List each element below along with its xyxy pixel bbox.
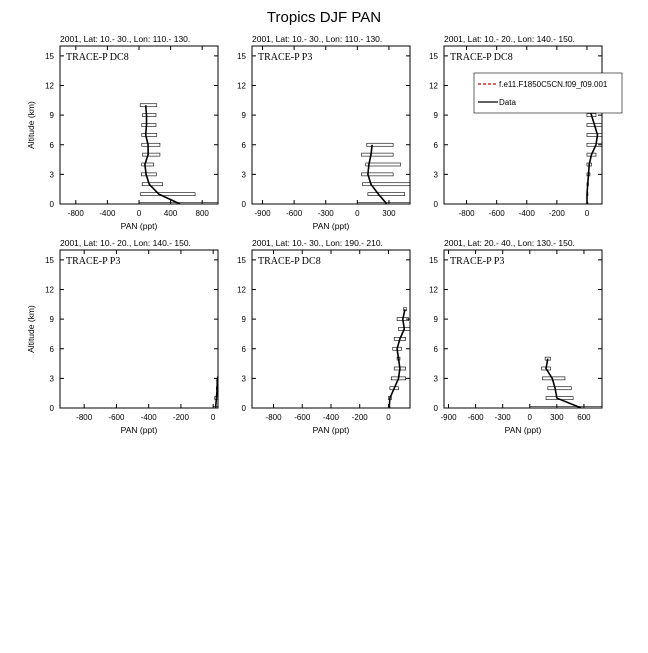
y-axis-label: Altitude (km): [26, 101, 36, 149]
error-bar: [142, 124, 156, 127]
x-tick-label: 400: [163, 209, 178, 218]
error-bar: [362, 173, 394, 176]
panel-frame: [252, 46, 410, 204]
legend-label: Data: [499, 98, 516, 107]
legend-box: [474, 73, 622, 113]
y-tick-label: 0: [241, 200, 246, 209]
x-tick-label: -600: [294, 413, 311, 422]
error-bar: [141, 193, 196, 196]
y-tick-label: 12: [429, 81, 438, 91]
x-tick-label: 0: [210, 413, 216, 422]
x-tick-label: -800: [458, 209, 475, 218]
error-bar: [362, 153, 394, 156]
y-tick-label: 9: [49, 315, 54, 325]
x-tick-label: -600: [488, 209, 505, 218]
plot-area: [587, 104, 608, 206]
x-tick-label: 0: [136, 209, 142, 218]
campaign-label: TRACE-P DC8: [258, 256, 321, 267]
y-tick-label: 0: [241, 404, 246, 413]
data-line: [546, 359, 581, 408]
panel-subtitle: 2001, Lat: 10.- 30., Lon: 190.- 210.: [252, 238, 383, 248]
x-tick-label: -800: [67, 209, 84, 218]
y-tick-label: 3: [49, 374, 54, 384]
y-tick-label: 0: [433, 200, 438, 209]
x-tick-label: 0: [527, 413, 532, 422]
x-axis-label: PAN (ppt): [120, 221, 158, 231]
x-tick-label: -200: [351, 413, 368, 422]
panel-3: [429, 34, 622, 218]
error-bar: [143, 114, 156, 117]
error-bar: [140, 104, 157, 107]
error-bar: [142, 163, 154, 166]
plot-area: [213, 377, 218, 410]
y-tick-label: 6: [241, 140, 246, 150]
plot-area: [530, 357, 633, 409]
error-bar: [366, 163, 401, 166]
legend-label: f.e11.F1850C5CN.f09_f09.001: [499, 80, 608, 89]
legend: [474, 73, 622, 113]
panel-6: [429, 238, 633, 435]
x-tick-label: -800: [76, 413, 93, 422]
x-tick-label: -900: [440, 413, 457, 422]
x-axis-label: PAN (ppt): [504, 425, 542, 435]
error-bar: [142, 143, 160, 146]
y-tick-label: 9: [241, 315, 246, 325]
x-tick-label: -400: [322, 413, 340, 422]
y-tick-label: 6: [433, 140, 438, 150]
x-tick-label: -800: [265, 413, 282, 422]
panel-2: [237, 34, 416, 231]
y-tick-label: 6: [49, 140, 54, 150]
error-bar: [141, 173, 156, 176]
plot-area: [139, 104, 221, 206]
panel-5: [237, 238, 410, 435]
x-tick-label: 0: [386, 413, 391, 422]
y-tick-label: 6: [433, 344, 438, 354]
panel-subtitle: 2001, Lat: 10.- 20., Lon: 140.- 150.: [444, 34, 575, 44]
y-tick-label: 9: [241, 111, 246, 121]
campaign-label: TRACE-P P3: [450, 256, 505, 267]
error-bar: [142, 183, 163, 186]
panel-frame: [60, 46, 218, 204]
y-tick-label: 0: [49, 200, 54, 209]
y-tick-label: 15: [45, 51, 54, 61]
x-tick-label: -300: [494, 413, 511, 422]
campaign-label: TRACE-P P3: [258, 52, 313, 63]
y-tick-label: 3: [49, 170, 54, 180]
panel-frame: [444, 250, 602, 408]
panel-subtitle: 2001, Lat: 10.- 30., Lon: 110.- 130.: [252, 34, 383, 44]
x-tick-label: 600: [577, 413, 591, 422]
data-line: [145, 105, 180, 204]
x-tick-label: -400: [518, 209, 535, 218]
error-bar: [143, 153, 160, 156]
x-axis-label: PAN (ppt): [120, 425, 158, 435]
y-tick-label: 3: [433, 374, 438, 384]
y-tick-label: 15: [45, 255, 54, 265]
x-axis-label: PAN (ppt): [312, 425, 350, 435]
y-tick-label: 3: [433, 170, 438, 180]
y-tick-label: 3: [241, 170, 246, 180]
x-tick-label: 0: [355, 209, 360, 218]
x-tick-label: 800: [195, 209, 209, 218]
x-tick-label: 0: [584, 209, 590, 218]
error-bar: [367, 143, 393, 146]
data-line: [368, 145, 387, 204]
y-tick-label: 12: [45, 81, 54, 91]
x-tick-label: -400: [140, 413, 157, 422]
y-tick-label: 9: [433, 111, 438, 121]
x-tick-label: -600: [467, 413, 484, 422]
y-tick-label: 0: [49, 404, 54, 413]
campaign-label: TRACE-P P3: [66, 256, 121, 267]
y-tick-label: 12: [45, 285, 54, 295]
x-tick-label: -600: [108, 413, 125, 422]
x-tick-label: -900: [254, 209, 271, 218]
y-tick-label: 15: [237, 51, 246, 61]
panel-1: [26, 34, 221, 231]
plot-area: [388, 308, 410, 410]
y-tick-label: 12: [237, 285, 246, 295]
y-tick-label: 6: [49, 344, 54, 354]
panel-subtitle: 2001, Lat: 20.- 40., Lon: 130.- 150.: [444, 238, 575, 248]
panel-subtitle: 2001, Lat: 10.- 20., Lon: 140.- 150.: [60, 238, 191, 248]
x-tick-label: 300: [550, 413, 564, 422]
panel-frame: [252, 250, 410, 408]
error-bar: [368, 193, 405, 196]
error-bar: [548, 387, 571, 390]
campaign-label: TRACE-P DC8: [450, 52, 513, 63]
y-tick-label: 15: [429, 255, 438, 265]
data-line: [216, 378, 218, 408]
error-bar: [142, 133, 157, 136]
y-axis-label: Altitude (km): [26, 305, 36, 353]
x-tick-label: -400: [99, 209, 116, 218]
x-axis-label: PAN (ppt): [312, 221, 350, 231]
panel-subtitle: 2001, Lat: 10.- 30., Lon: 110.- 130.: [60, 34, 191, 44]
panel-frame: [60, 250, 218, 408]
error-bar: [542, 377, 565, 380]
x-tick-label: -200: [172, 413, 189, 422]
y-tick-label: 15: [429, 51, 438, 61]
y-tick-label: 0: [433, 404, 438, 413]
y-tick-label: 12: [237, 81, 246, 91]
y-tick-label: 6: [241, 344, 246, 354]
x-tick-label: -600: [286, 209, 303, 218]
y-tick-label: 3: [241, 374, 246, 384]
figure-title: Tropics DJF PAN: [266, 9, 382, 26]
x-tick-label: 300: [382, 209, 396, 218]
y-tick-label: 9: [433, 315, 438, 325]
panel-frame: [444, 46, 602, 204]
y-tick-label: 12: [429, 285, 438, 295]
y-tick-label: 15: [237, 255, 246, 265]
x-tick-label: -200: [548, 209, 565, 218]
y-tick-label: 9: [49, 111, 54, 121]
x-tick-label: -300: [317, 209, 334, 218]
campaign-label: TRACE-P DC8: [66, 52, 129, 63]
panel-4: [26, 238, 218, 435]
